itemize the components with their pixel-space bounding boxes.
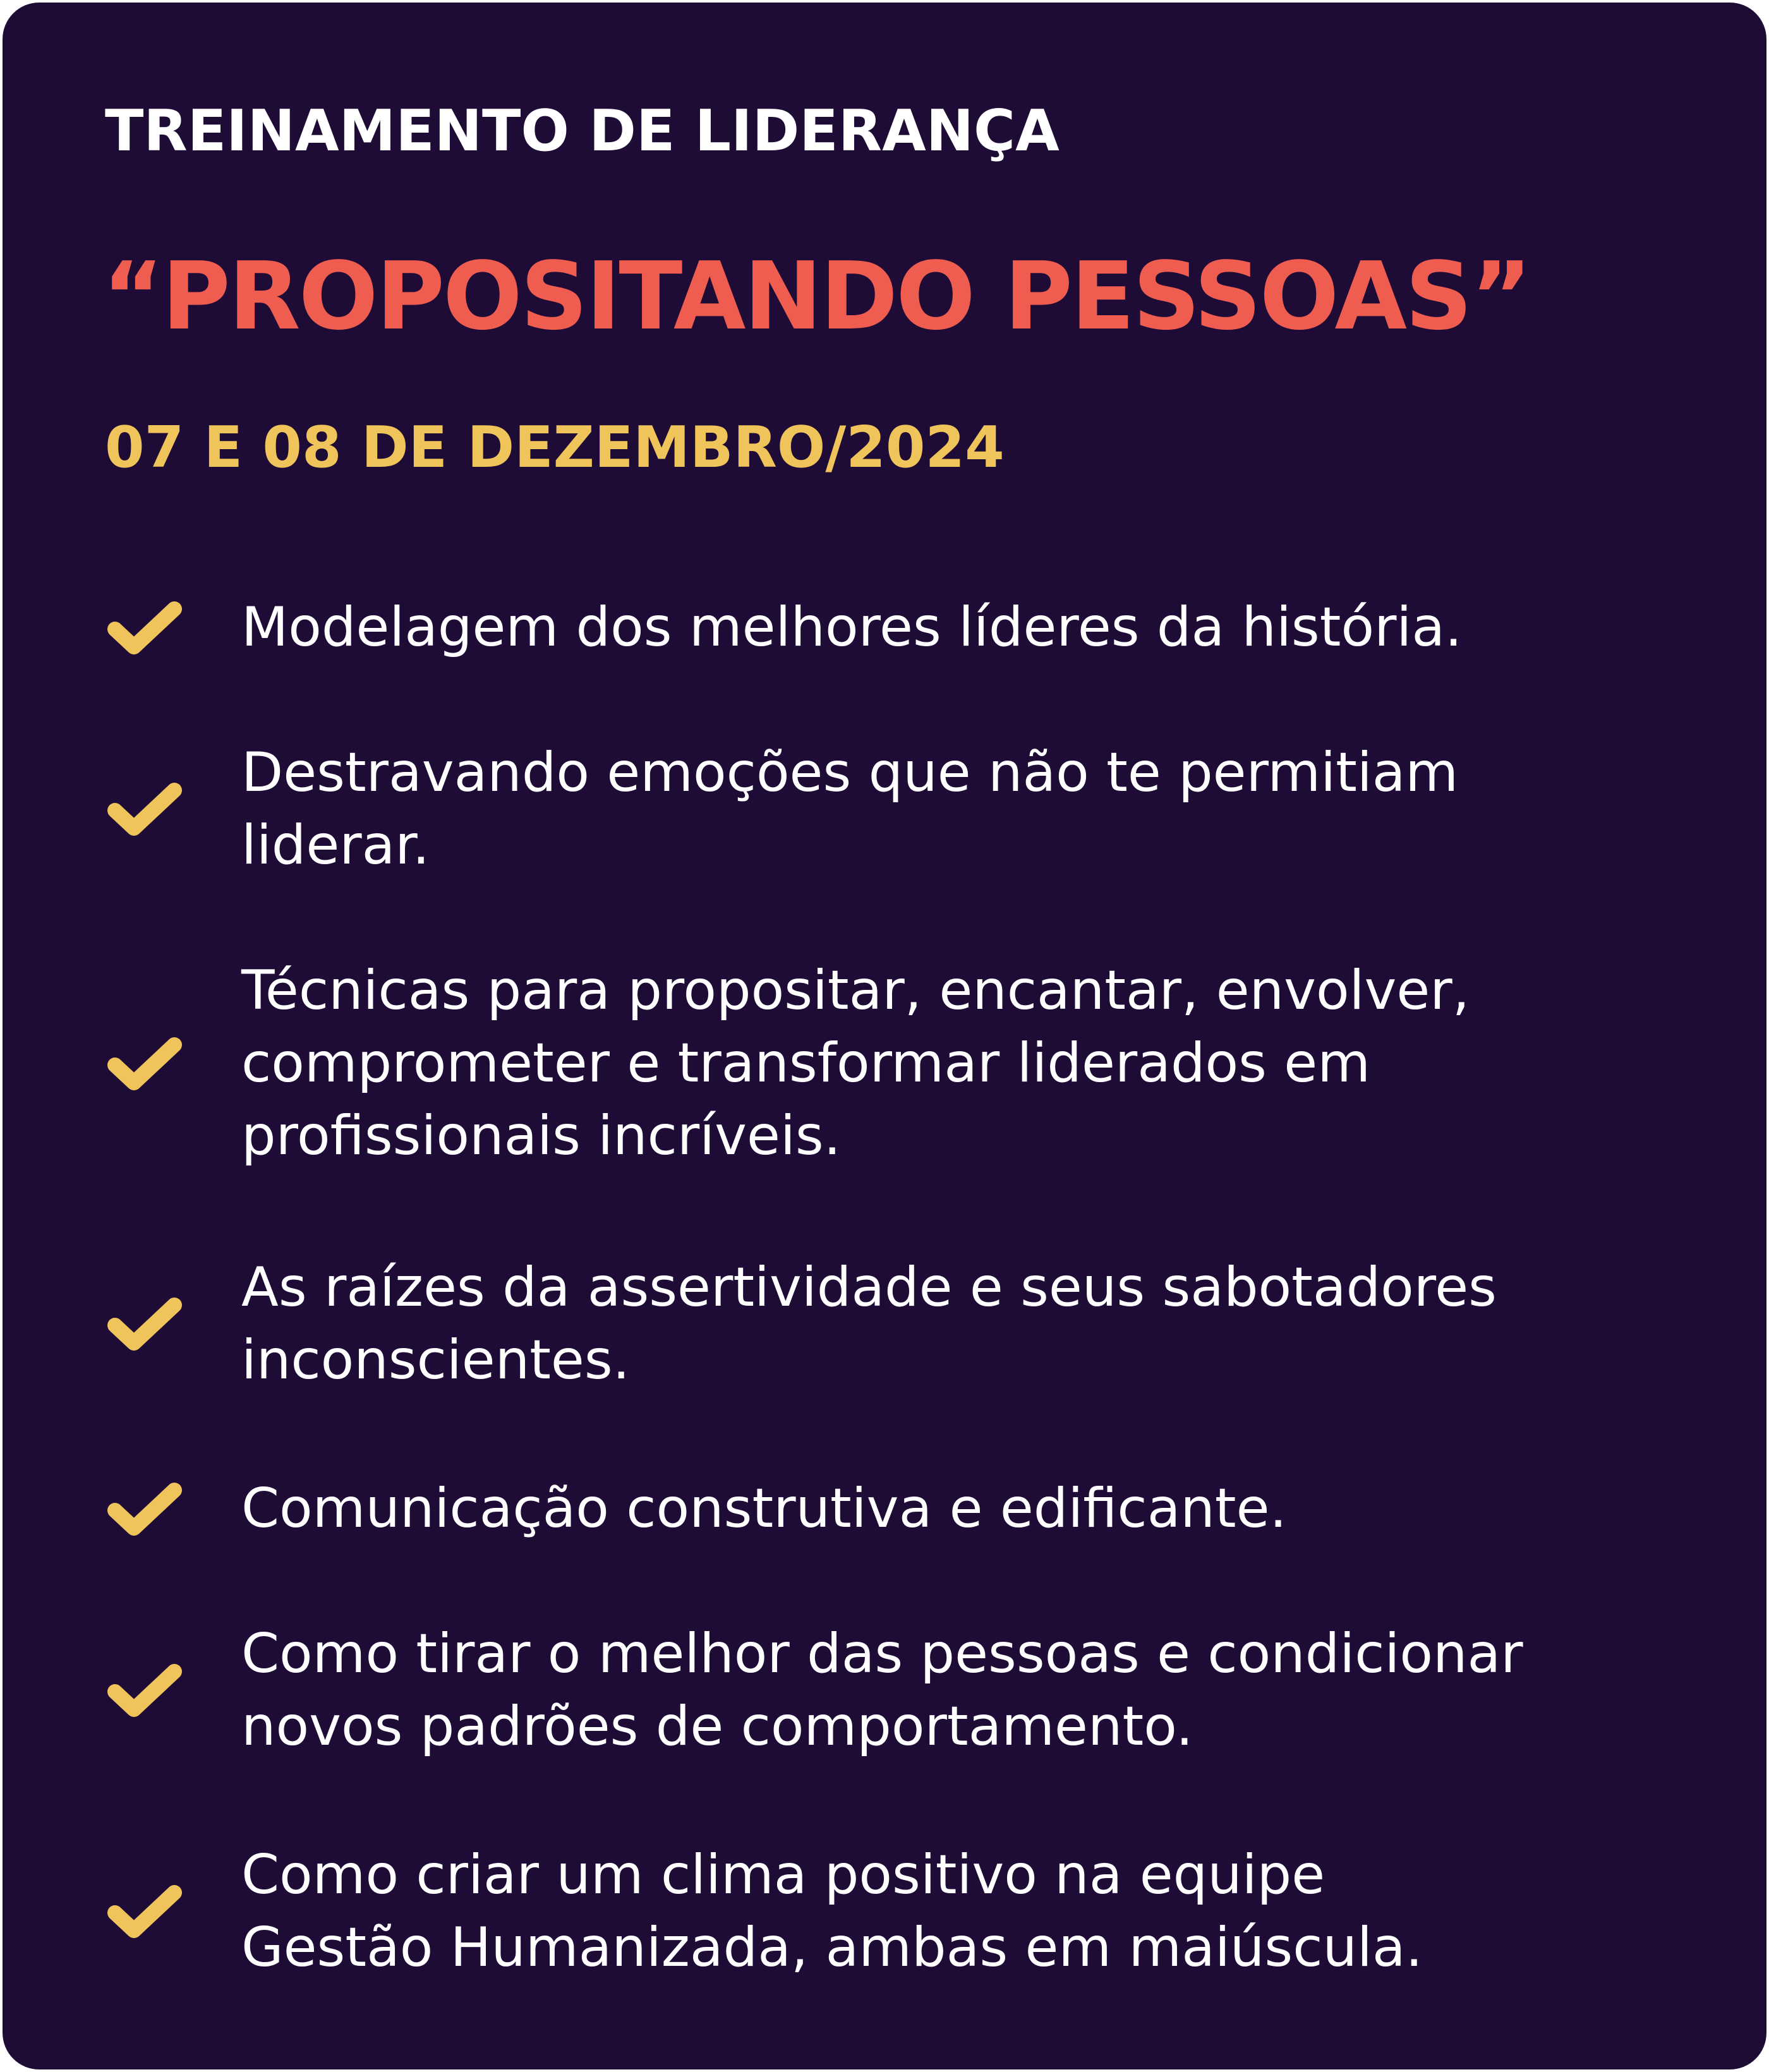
check-icon xyxy=(104,778,186,841)
benefit-text xyxy=(241,1618,1707,1763)
check-icon xyxy=(104,1292,186,1356)
benefit-text xyxy=(241,1473,1707,1545)
benefit-line: Destravando emoções que não te permitiam xyxy=(241,741,1459,804)
benefit-item xyxy=(104,1618,1708,1763)
benefit-text xyxy=(241,955,1707,1172)
eyebrow-label: TREINAMENTO DE LIDERANÇA xyxy=(105,98,1060,164)
benefit-item xyxy=(104,591,1708,664)
benefit-item xyxy=(104,955,1708,1172)
benefit-line: Gestão Humanizada, ambas em maiúscula. xyxy=(241,1916,1423,1979)
benefit-text xyxy=(241,737,1707,882)
benefit-item xyxy=(104,1839,1708,1984)
benefit-line: novos padrões de comportamento. xyxy=(241,1695,1193,1758)
event-title: “PROPOSITANDO PESSOAS” xyxy=(102,242,1530,351)
benefit-text xyxy=(241,1251,1707,1397)
event-date: 07 E 08 DE DEZEMBRO/2024 xyxy=(105,414,1005,481)
promo-card xyxy=(3,3,1766,2069)
check-icon xyxy=(104,1478,186,1541)
benefit-text xyxy=(241,591,1707,664)
benefit-line: comprometer e transformar liderados em xyxy=(241,1032,1370,1095)
benefit-line: inconscientes. xyxy=(241,1328,630,1392)
benefit-line: Técnicas para propositar, encantar, envolver, xyxy=(241,959,1470,1022)
benefit-line: As raízes da assertividade e seus sabotadores xyxy=(241,1256,1497,1319)
benefit-item xyxy=(104,1251,1708,1397)
check-icon xyxy=(104,1032,186,1095)
benefit-text xyxy=(241,1839,1707,1984)
benefit-line: Modelagem dos melhores líderes da história. xyxy=(241,596,1463,659)
check-icon xyxy=(104,1880,186,1943)
benefit-line: liderar. xyxy=(241,814,430,877)
benefit-line: Comunicação construtiva e edificante. xyxy=(241,1477,1287,1540)
benefit-line: Como tirar o melhor das pessoas e condicionar xyxy=(241,1622,1523,1685)
benefit-line: Como criar um clima positivo na equipe xyxy=(241,1843,1325,1906)
check-icon xyxy=(104,1659,186,1722)
benefit-item xyxy=(104,737,1708,882)
check-icon xyxy=(104,596,186,660)
benefit-item xyxy=(104,1473,1708,1545)
benefit-line: profissionais incríveis. xyxy=(241,1104,841,1167)
